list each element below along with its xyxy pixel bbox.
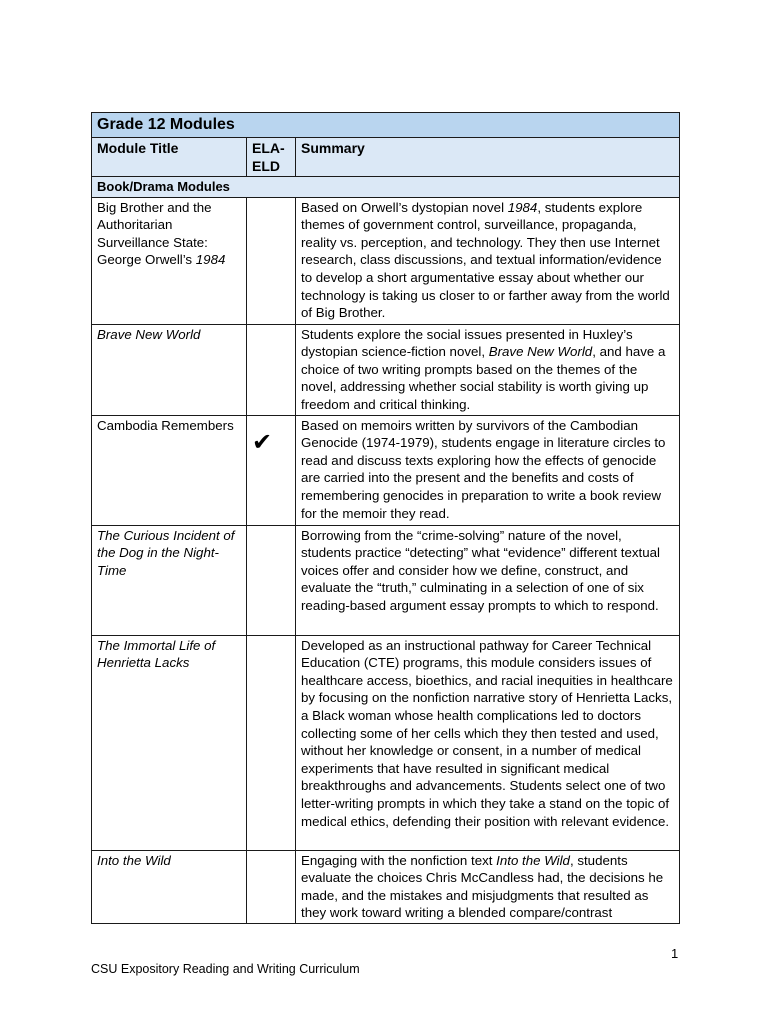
table-row [92,525,680,635]
table-row [92,850,680,923]
module-summary: Based on Orwell’s dystopian novel 1984, students explore themes of government control, surveillance, propaganda, reality vs. perception, and technology. They then use Internet research, class discussions, and textual information/evidence to develop a short argumentative essay about whether our technology is taking us closer to or farther away from the world of Big Brother. [296,197,680,324]
module-title: Cambodia Remembers [92,415,247,525]
header-summary: Summary [296,138,680,177]
table-row [92,635,680,850]
table-row [92,197,680,324]
section-row [92,177,680,198]
ela-eld-cell [247,324,296,415]
table-header-row [92,138,680,177]
ela-eld-cell [247,850,296,923]
header-ela-eld: ELA-ELD [247,138,296,177]
footer-text: CSU Expository Reading and Writing Curriculum [91,962,360,976]
page-number: 1 [671,946,679,961]
table-title-row [92,113,680,138]
table-title: Grade 12 Modules [92,113,680,138]
section-heading: Book/Drama Modules [92,177,680,198]
table-row [92,415,680,525]
ela-eld-cell [247,197,296,324]
module-title: The Curious Incident of the Dog in the Night-Time [92,525,247,635]
ela-eld-cell [247,635,296,850]
module-title: Brave New World [92,324,247,415]
module-summary: Developed as an instructional pathway for Career Technical Education (CTE) programs, this module considers issues of healthcare access, bioethics, and racial inequities in healthcare by focusing on the nonfiction narrative story of Henrietta Lacks, a Black woman whose health complications led to doctors collecting some of her cells which they then tested and used, without her knowledge or consent, in a number of medical experiments that have resulted in significant medical breakthroughs and advancements. Students select one of two letter-writing prompts in which they take a stand on the topic of medical ethics, defending their position with relevant evidence. [296,635,680,850]
module-title: Big Brother and the Authoritarian Surveillance State: George Orwell’s 1984 [92,197,247,324]
module-summary: Based on memoirs written by survivors of the Cambodian Genocide (1974-1979), students engage in literature circles to read and discuss texts exploring how the effects of genocide are carried into the present and the benefits and costs of remembering genocides in preparation to write a book review for the memoir they read. [296,415,680,525]
ela-eld-cell [247,525,296,635]
module-summary: Engaging with the nonfiction text Into the Wild, students evaluate the choices Chris McCandless had, the decisions he made, and the mistakes and misjudgments that resulted as they work toward writing a blended compare/contrast [296,850,680,923]
checkmark-icon: ✔ [247,415,296,525]
header-module-title: Module Title [92,138,247,177]
module-summary: Students explore the social issues presented in Huxley’s dystopian science-fiction novel, Brave New World, and have a choice of two writing prompts based on the themes of the novel, addressing whether social stability is worth giving up freedom and critical thinking. [296,324,680,415]
module-title: The Immortal Life of Henrietta Lacks [92,635,247,850]
module-title: Into the Wild [92,850,247,923]
module-summary: Borrowing from the “crime-solving” nature of the novel, students practice “detecting” what “evidence” different textual voices offer and consider how we define, construct, and evaluate the “truth,” culminating in a selection of one of six reading-based argument essay prompts to which to respond. [296,525,680,635]
grade-12-modules-table [91,112,680,924]
table-row [92,324,680,415]
